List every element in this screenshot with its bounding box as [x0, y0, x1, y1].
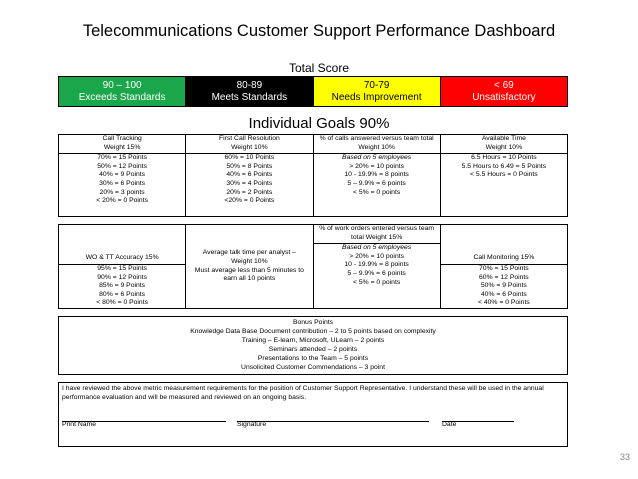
points-line: 40% = 6 Points: [226, 171, 273, 179]
goals-table-row2: [58, 224, 568, 309]
points-line: 5 – 9.9% = 6 points: [347, 269, 406, 277]
score-legend: [58, 76, 568, 107]
page-title: Telecommunications Customer Support Performance Dashboard: [82, 22, 556, 40]
cell-title: % of work orders entered versus team: [319, 225, 435, 232]
points-line: 95% = 15 Points: [97, 265, 147, 273]
points-line: 80% = 6 Points: [99, 290, 146, 298]
points-line: <20% = 0 Points: [224, 197, 275, 205]
cell-title: % of calls answered versus team total: [319, 135, 434, 142]
points-line: 40% = 6 Points: [480, 290, 527, 298]
score-range: 90 – 100: [102, 79, 142, 91]
score-range: < 69: [494, 79, 514, 91]
score-label: Meets Standards: [211, 91, 288, 103]
wo-tt-accuracy-cell: [59, 225, 186, 309]
points-line: 50% = 9 Points: [480, 282, 527, 290]
date-label: Date: [442, 421, 457, 428]
total-score-heading: Total Score: [288, 61, 350, 75]
points-line: 10 - 19.9% = 8 points: [344, 171, 409, 179]
bonus-line: Knowledge Data Base Document contribution – 2 to 5 points based on complexity: [190, 328, 436, 335]
points-line: > 20% = 10 points: [349, 162, 405, 170]
page-number: 33: [619, 452, 630, 462]
points-line: < 5% = 0 points: [353, 188, 401, 196]
cell-weight: Weight 10%: [231, 143, 268, 151]
score-label: Exceeds Standards: [78, 91, 166, 103]
points-line: < 20% = 0 Points: [96, 197, 149, 205]
call-tracking-cell: [59, 135, 186, 217]
bonus-line: Seminars attended – 2 points: [268, 346, 358, 353]
cell-weight: total Weight 15%: [350, 233, 403, 241]
score-needs-improvement: [314, 77, 441, 106]
points-line: 10 - 19.9% = 8 points: [344, 261, 409, 269]
bonus-line: Presentations to the Team – 5 points: [257, 355, 369, 362]
cell-title: Available Time: [481, 135, 526, 142]
cell-weight: Weight 10%: [358, 143, 395, 151]
goals-table-row1: [58, 134, 568, 217]
points-line: 40% = 9 Points: [99, 171, 146, 179]
points-line: 20% = 3 points: [99, 188, 145, 196]
print-name-label: Print Name: [62, 421, 96, 428]
acknowledgement-box: [58, 382, 568, 447]
cell-weight: Weight 15%: [103, 143, 141, 151]
available-time-cell: [440, 135, 567, 217]
points-line: < 5% = 0 points: [353, 278, 401, 286]
talk-time-line: Weight 10%: [231, 257, 268, 265]
first-call-resolution-cell: [186, 135, 313, 217]
talk-time-line: Must average less than 5 minutes to: [194, 266, 304, 274]
talk-time-cell: [186, 225, 313, 309]
acknowledgement-statement: I have reviewed the above metric measurement requirements for the position of Customer Support Representative. I understand these will be used in the annual performance evaluation and will be measured and reviewed on an ongoing basis.: [62, 385, 544, 401]
points-line: < 40% = 0 Points: [477, 299, 530, 307]
points-line: 6.5 Hours = 10 Points: [471, 154, 537, 162]
points-line: 50% = 8 Points: [226, 162, 273, 170]
points-line: 30% = 6 Points: [99, 179, 146, 187]
score-label: Needs Improvement: [331, 91, 422, 103]
points-line: < 5.5 Hours = 0 Points: [470, 171, 538, 179]
bonus-line: Unsolicited Customer Commendations – 3 point: [241, 364, 385, 371]
points-line: 50% = 12 Points: [97, 162, 147, 170]
points-line: > 20% = 10 points: [349, 252, 405, 260]
points-line: 70% = 15 Points: [479, 265, 529, 273]
score-meets: [186, 77, 313, 106]
score-unsatisfactory: [441, 77, 567, 106]
bonus-line: Training – E-learn, Microsoft, ULearn – 2 points: [241, 337, 385, 344]
bonus-heading: Bonus Points: [292, 319, 334, 326]
basis-note: Based on 5 employees: [342, 154, 412, 162]
points-line: 85% = 9 Points: [99, 282, 146, 290]
points-line: 60% = 10 Points: [224, 154, 275, 162]
points-line: 30% = 4 Points: [226, 179, 273, 187]
points-line: < 80% = 0 Points: [96, 299, 149, 307]
points-line: 90% = 12 Points: [97, 273, 147, 281]
points-line: 60% = 12 Points: [479, 273, 529, 281]
score-label: Unsatisfactory: [472, 91, 536, 103]
points-line: 20% = 2 Points: [226, 188, 273, 196]
cell-title: Call Tracking: [102, 135, 142, 142]
score-range: 80-89: [236, 79, 263, 91]
cell-title: WO & TT Accuracy 15%: [85, 254, 159, 262]
calls-answered-cell: [313, 135, 440, 217]
cell-title: Call Monitoring 15%: [473, 254, 535, 262]
points-line: 70% = 15 Points: [97, 154, 147, 162]
cell-title: First Call Resolution: [218, 135, 280, 142]
points-line: 5 – 9.9% = 6 points: [347, 179, 406, 187]
work-orders-cell: [313, 225, 440, 309]
score-range: 70-79: [363, 79, 390, 91]
signature-label: Signature: [237, 421, 267, 428]
basis-note: Based on 5 employees: [342, 244, 412, 252]
talk-time-line: earn all 10 points: [223, 275, 276, 283]
call-monitoring-cell: [440, 225, 567, 309]
points-line: 5.5 Hours to 6.49 = 5 Points: [461, 162, 547, 170]
cell-weight: Weight 10%: [485, 143, 523, 151]
individual-goals-heading: Individual Goals 90%: [248, 115, 390, 132]
bonus-points-box: [58, 316, 568, 375]
score-exceeds: [59, 77, 186, 106]
talk-time-line: Average talk time per analyst –: [202, 249, 296, 257]
